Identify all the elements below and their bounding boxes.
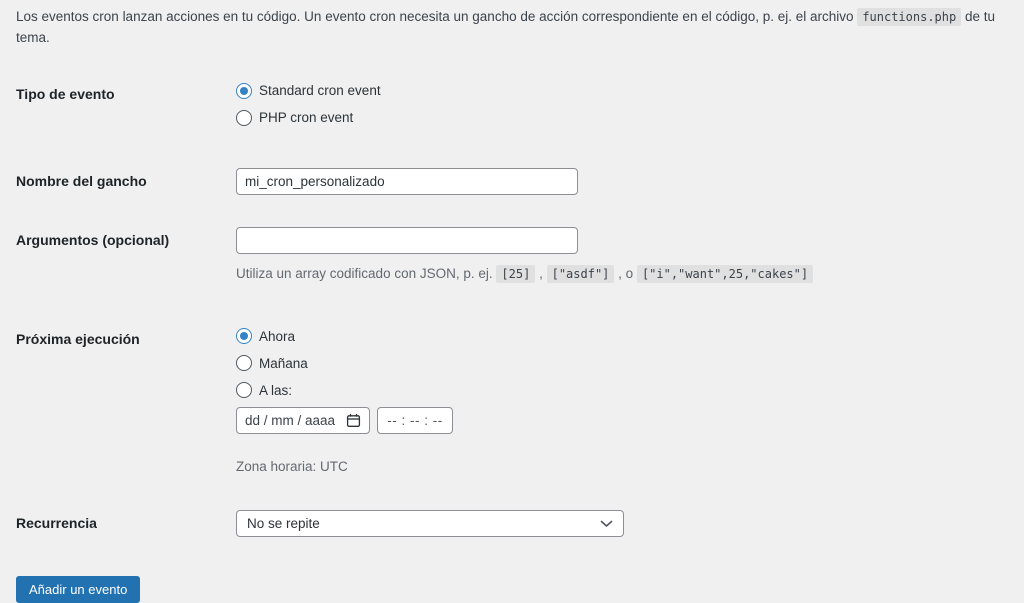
recurrence-label: Recurrencia <box>16 515 97 532</box>
radio-label: PHP cron event <box>259 110 354 126</box>
radio-label: A las: <box>259 382 293 398</box>
radio-standard-cron-event[interactable] <box>236 81 1008 101</box>
hook-name-input[interactable] <box>236 168 578 195</box>
form-row-hook-name <box>16 168 1008 195</box>
arguments-help <box>236 263 1008 285</box>
recurrence-select[interactable] <box>236 510 624 537</box>
time-input[interactable] <box>377 407 453 434</box>
page-description <box>16 7 1008 49</box>
form-row-arguments <box>16 227 1008 285</box>
radio-label: Mañana <box>259 355 308 371</box>
chevron-down-icon <box>600 516 613 531</box>
calendar-icon[interactable] <box>346 413 361 428</box>
hook-name-label: Nombre del gancho <box>16 172 147 189</box>
event-type-label: Tipo de evento <box>16 85 115 102</box>
date-placeholder: dd / mm / aaaa <box>245 413 336 429</box>
radio-icon[interactable] <box>236 83 252 99</box>
recurrence-selected-value: No se repite <box>247 516 320 532</box>
date-input[interactable] <box>236 407 370 434</box>
cron-event-form <box>16 81 1008 603</box>
radio-icon[interactable] <box>236 382 252 398</box>
radio-tomorrow[interactable] <box>236 353 1008 373</box>
datetime-inputs <box>236 407 1008 434</box>
radio-icon[interactable] <box>236 328 252 344</box>
description-text: Los eventos cron lanzan acciones en tu código. Un evento cron necesita un gancho de acción correspondiente en el código, p. ej. el archivo <box>16 9 854 24</box>
form-row-event-type <box>16 81 1008 135</box>
functions-php-code: functions.php <box>857 8 961 26</box>
arguments-input[interactable] <box>236 227 578 254</box>
separator: , <box>539 265 543 281</box>
arguments-help-text: Utiliza un array codificado con JSON, p. ej. <box>236 265 493 281</box>
radio-now[interactable] <box>236 326 1008 346</box>
json-example-1: [25] <box>496 265 535 283</box>
timezone-note: Zona horaria: UTC <box>236 459 348 475</box>
separator: , o <box>618 265 634 281</box>
radio-at-time[interactable] <box>236 380 1008 400</box>
json-example-3: ["i","want",25,"cakes"] <box>637 265 813 283</box>
radio-icon[interactable] <box>236 355 252 371</box>
next-run-label: Próxima ejecución <box>16 331 140 348</box>
radio-php-cron-event[interactable] <box>236 108 1008 128</box>
time-placeholder: -- : -- : -- <box>387 413 443 429</box>
form-row-next-run <box>16 326 1008 474</box>
description-suffix: de tu tema. <box>16 9 996 45</box>
json-example-2: ["asdf"] <box>547 265 615 283</box>
add-event-button[interactable]: Añadir un evento <box>16 576 140 603</box>
radio-label: Standard cron event <box>259 83 381 99</box>
radio-icon[interactable] <box>236 110 252 126</box>
form-row-recurrence <box>16 510 1008 537</box>
radio-label: Ahora <box>259 328 296 344</box>
arguments-label: Argumentos (opcional) <box>16 231 170 248</box>
